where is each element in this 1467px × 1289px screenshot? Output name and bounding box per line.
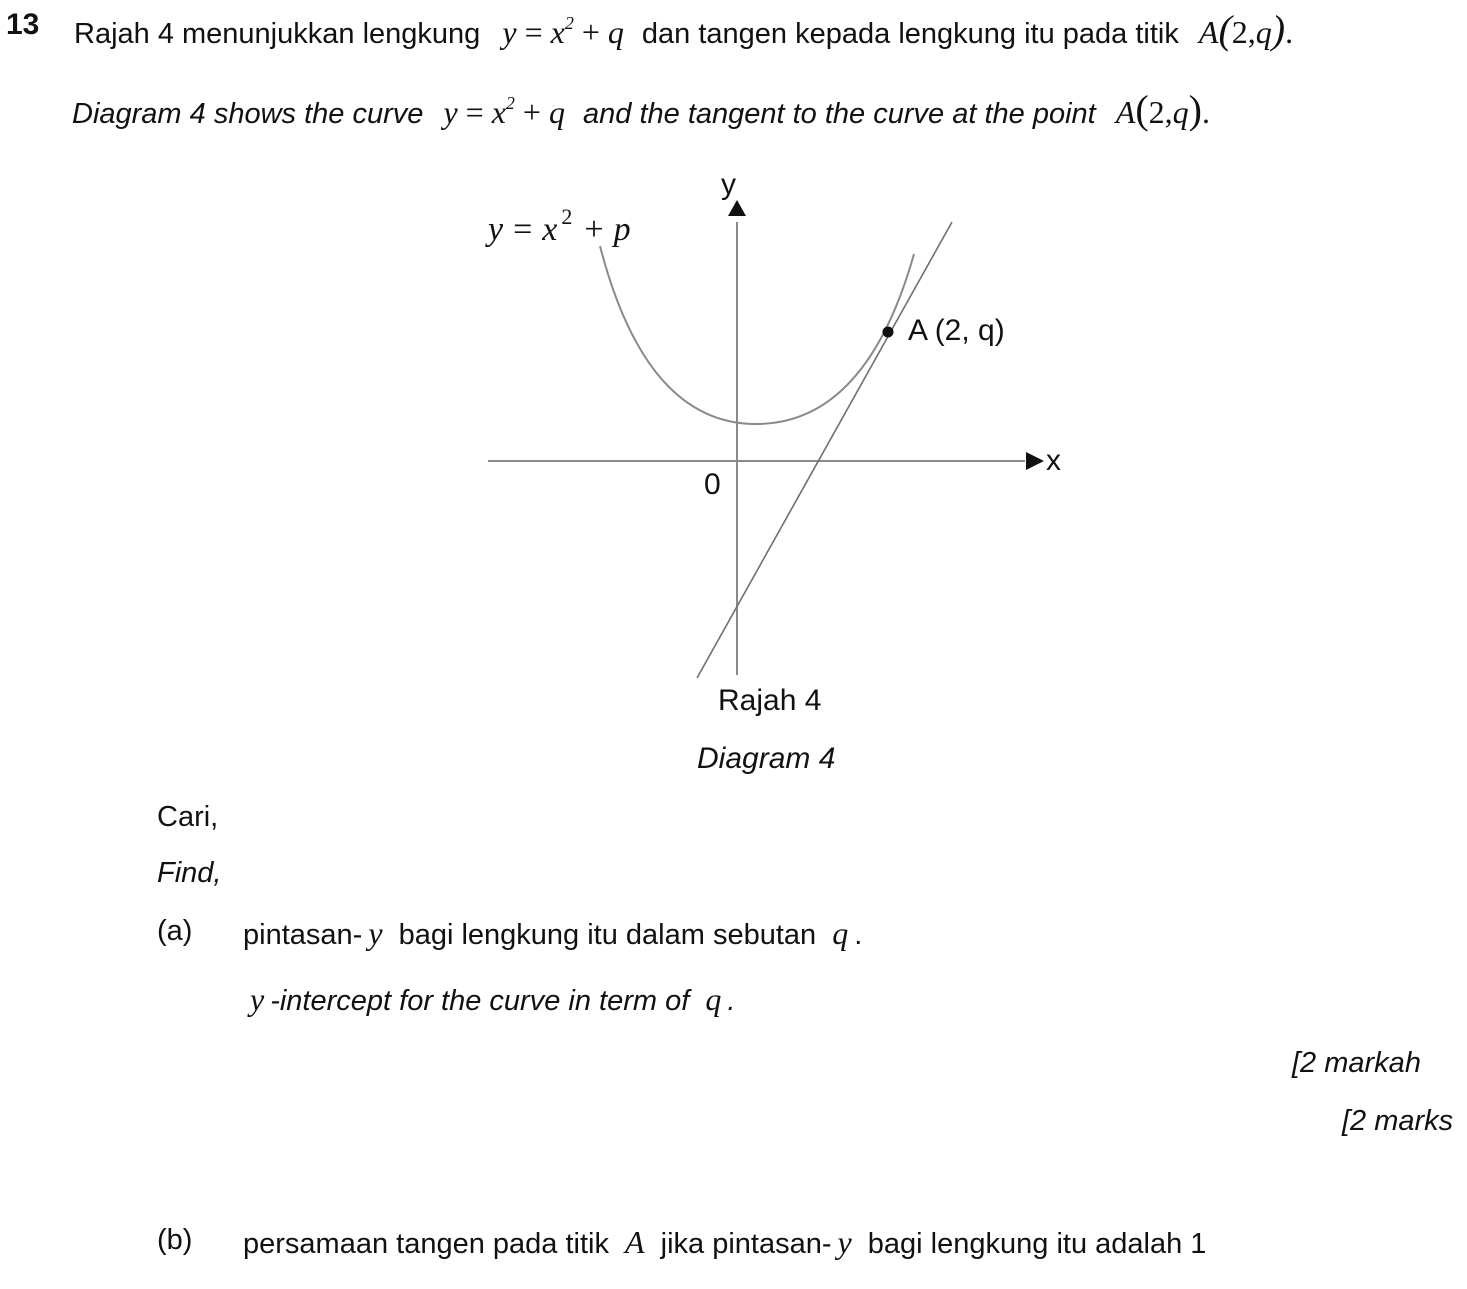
part-a-en-end: . (727, 985, 736, 1017)
part-a-en-q: q (705, 981, 722, 1017)
part-a-en-post: -intercept for the curve in term of (270, 985, 690, 1017)
eq-y-en: y (443, 94, 458, 130)
marks-en-text: [2 marks (1342, 1105, 1454, 1137)
eq-exp-en: 2 (505, 93, 515, 113)
part-a-ms-q: q (832, 915, 849, 951)
part-b-ms-pre: persamaan tangen pada titik (243, 1228, 609, 1260)
y-axis-arrow-icon (728, 200, 746, 216)
eq-plus: + (581, 14, 600, 50)
part-b-ms-y: y (837, 1224, 852, 1260)
intro-english-text-a: Diagram 4 shows the curve (72, 98, 424, 130)
part-b-ms-A: A (625, 1224, 645, 1260)
parabola-curve (600, 246, 914, 424)
pt-2: 2, (1231, 14, 1256, 50)
marks-ms-text: [2 markah (1292, 1047, 1421, 1079)
pt-open: ( (1218, 7, 1232, 52)
pt-2-en: 2, (1148, 94, 1173, 130)
pt-dot-en: . (1201, 94, 1210, 130)
eq-x: x (550, 14, 565, 50)
curve-label-x: x (542, 211, 558, 248)
caption-malay: Rajah 4 (718, 684, 822, 717)
part-a-en-y: y (250, 981, 265, 1017)
pt-A: A (1198, 14, 1219, 50)
intro-malay-text-b: dan tangen kepada lengkung itu pada titik (641, 18, 1179, 50)
intro-malay-text-a: Rajah 4 menunjukkan lengkung (74, 18, 481, 50)
part-a-ms-y: y (368, 915, 383, 951)
eq-x-en: x (491, 94, 506, 130)
curve-label-exp: 2 (561, 204, 573, 229)
pt-A-en: A (1115, 94, 1136, 130)
curve-label-eq: = (513, 211, 533, 248)
eq-plus-en: + (522, 94, 541, 130)
eq-q-en: q (548, 94, 565, 130)
part-a-label: (a) (157, 915, 193, 947)
part-a-english (250, 983, 735, 1016)
part-a-marks-malay (1292, 1049, 1421, 1078)
part-a-ms-pre: pintasan- (243, 919, 363, 951)
point-a-label: A (2, q) (908, 314, 1005, 347)
part-b-ms-post: bagi lengkung itu adalah 1 (867, 1228, 1207, 1260)
find-english: Find, (157, 857, 222, 889)
curve-label-y: y (488, 211, 504, 248)
caption-english: Diagram 4 (697, 742, 836, 775)
part-a-malay (243, 917, 862, 950)
pt-q-en: q (1172, 94, 1189, 130)
tangent-line (697, 222, 952, 678)
eq-y: y (502, 14, 517, 50)
part-a-ms-post: bagi lengkung itu dalam sebutan (398, 919, 817, 951)
curve-label (485, 204, 631, 248)
part-b-label: (b) (157, 1224, 193, 1256)
x-axis-label: x (1046, 444, 1061, 477)
y-axis-label: y (721, 168, 736, 201)
pt-q: q (1255, 14, 1272, 50)
pt-open-en: ( (1135, 87, 1149, 132)
curve-label-p: p (613, 211, 631, 248)
eq-equals-en: = (465, 94, 484, 130)
origin-label: 0 (704, 468, 721, 501)
pt-close-en: ) (1188, 87, 1202, 132)
question-number: 13 (6, 8, 40, 41)
pt-dot: . (1285, 14, 1294, 50)
part-a-ms-end: . (854, 919, 863, 951)
find-malay: Cari, (157, 801, 219, 833)
x-axis-arrow-icon (1026, 452, 1044, 470)
intro-english-text-b: and the tangent to the curve at the point (583, 98, 1096, 130)
eq-exp: 2 (564, 13, 574, 33)
curve-label-plus: + (584, 211, 604, 248)
pt-close: ) (1271, 7, 1286, 52)
point-a-marker (883, 327, 894, 338)
part-a-marks-english (1342, 1107, 1453, 1136)
eq-equals: = (524, 14, 543, 50)
part-b-malay (243, 1226, 1206, 1259)
eq-q: q (607, 14, 624, 50)
part-b-ms-mid: jika pintasan- (660, 1228, 832, 1260)
